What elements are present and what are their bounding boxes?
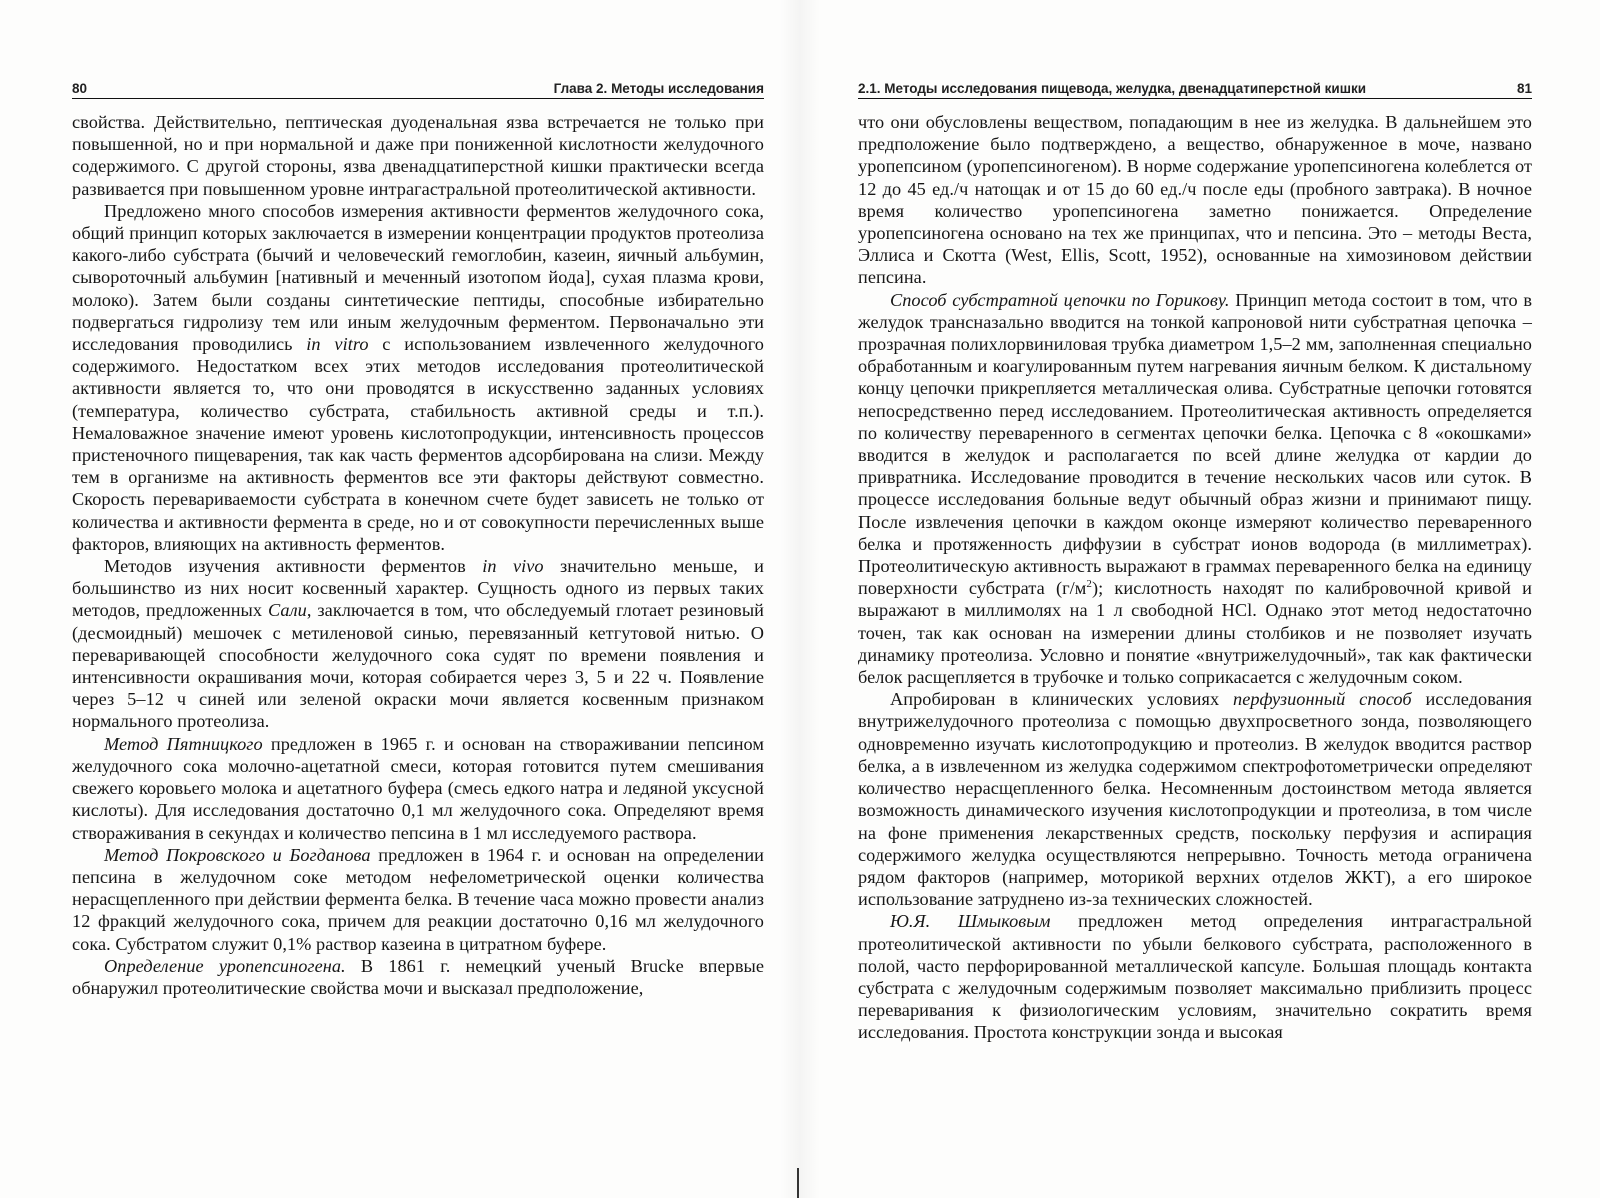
paragraph xyxy=(72,733,764,844)
paragraph-text: свойства. Действительно, пептическая дуоденальная язва встречается не только при повышенной, но и при нормальной и даже при пониженной кислотности желудочного содержимого. С другой стороны, язва двенадцатиперстной кишки практически всегда развивается при повышенном уровне интрагастральной протеолитической активности. xyxy=(72,112,764,199)
paragraph-text: значительно меньше, и большинство из них носит косвенный характер. Сущность одного из первых таких методов, предложенных xyxy=(72,556,765,621)
paragraph-text: с использованием извлеченного желудочного содержимого. Недостатком всех этих методов исследования протеолитической активности является то, что они проводятся в искусственно заданных условиях (температура, количество субстрата, стабильность активной среды и т.п.). Немаловажное значение имеют уровень кислотопродукции, интенсивность процессов пристеночного пищеварения, так как часть ферментов адсорбирована на слизи. Между тем в организме на активность ферментов все эти факторы действуют совместно. Скорость перевариваемости субстрата в конечном счете будет зависеть не только от количества и активности фермента в среде, но и от совокупности перечисленных выше факторов, влияющих на активность ферментов. xyxy=(72,334,764,554)
right-body-text xyxy=(858,111,1532,1044)
paragraph-text: Предложено много способов измерения активности ферментов желудочного сока, общий принцип которых заключается в измерении концентрации продуктов протеолиза какого-либо субстрата (бычий и человеческий гемоглобин, казеин, яичный альбумин, сывороточный альбумин [нативный и меченный изотопом йода], сухая плазма крови, молоко). Затем были созданы синтетические пептиды, способные избирательно подвергаться гидролизу тем или иным желудочным ферментом. Первоначально эти исследования проводились xyxy=(72,200,764,355)
paragraph xyxy=(858,910,1532,1043)
left-running-head xyxy=(72,78,764,99)
left-page xyxy=(72,78,764,999)
italic-text: Сали xyxy=(268,600,307,621)
paragraph-text: предложен в 1964 г. и основан на определении пепсина в желудочном соке методом нефелометрической оценки количества нерасщепленного при действии фермента белка. В течение часа можно провести анализ 12 фракций желудочного сока, причем для реакции достаточно 0,16 мл желудочного сока. Субстратом служит 0,1% раствор казеина в цитратном буфере. xyxy=(72,844,764,954)
paragraph-text: предложен метод определения интрагастральной протеолитической активности по убыли белкового субстрата, расположенного в полой, часто перфорированной металлической капсуле. Большая площадь контакта субстрата с желудочным содержимым позволяет максимально приблизить процесс переваривания к физиологическим условиям, значительно сократить время исследования. Простота конструкции зонда и высокая xyxy=(858,911,1532,1043)
left-running-title: Глава 2. Методы исследования xyxy=(553,81,764,96)
paragraph-text: что они обусловлены веществом, попадающим в нее из желудка. В дальнейшем это предположение было подтверждено, а вещество, обнаруженное в моче, названо уропепсином (уропепсиногеном). В норме содержание уропепсиногена колеблется от 12 до 45 ед./ч натощак и от 15 до 60 ед./ч после еды (пробного завтрака). В ночное время количество уропепсиногена заметно понижается. Определение уропепсиногена основано на тех же принципах, что и пепсина. Это – методы Веста, Эллиса и Скотта (West, Ellis, Scott, 1952), основанные на химозиновом действии пепсина. xyxy=(858,112,1532,288)
paragraph xyxy=(858,688,1532,910)
italic-text: Ю.Я. Шмыковым xyxy=(890,911,1051,932)
paragraph xyxy=(72,111,764,200)
paragraph-text: Методов изучения активности ферментов xyxy=(104,556,483,577)
paragraph-text: В 1861 г. немецкий ученый Brucke впервые обнаружил протеолитические свойства мочи и высказал предположение, xyxy=(72,955,764,998)
paragraph xyxy=(858,289,1532,689)
paragraph xyxy=(72,844,764,955)
paragraph xyxy=(72,555,764,733)
book-gutter xyxy=(780,0,820,1198)
left-body-text xyxy=(72,111,764,999)
italic-text: in vitro xyxy=(306,334,369,355)
superscript-text: 2 xyxy=(1086,578,1092,591)
right-running-head xyxy=(858,78,1532,99)
paragraph xyxy=(72,200,764,555)
paragraph-text: исследования внутрижелудочного протеолиза с помощью двухпросветного зонда, позволяющего одновременно изучать кислотопродукцию и протеолиз. В желудок вводится раствор белка, а в извлеченном из желудка содержимом спектрофотометрически определяют количество нерасщепленного белка. Несомненным достоинством метода является возможность динамического изучения кислотопродукции и протеолиза, в том числе на фоне применения лекарственных средств, поскольку перфузия и аспирация содержимого желудка осуществляются непрерывно. Точность метода ограничена рядом факторов (например, моторикой верхних отделов ЖКТ), а его широкое использование затруднено из-за технических сложностей. xyxy=(858,689,1532,910)
italic-text: Способ субстратной цепочки по Горикову. xyxy=(890,289,1230,310)
italic-text: Метод Покровского и Богданова xyxy=(104,844,371,865)
paragraph xyxy=(72,955,764,999)
binding-mark xyxy=(797,1168,799,1198)
italic-text: Определение уропепсиногена. xyxy=(104,955,346,976)
paragraph-text: Принцип метода состоит в том, что в желудок трансназально вводится на тонкой капроновой нити субстратная цепочка – прозрачная полихлорвиниловая трубка диаметром 1,5–2 мм, заполненная специально обработанным и коагулированным путем нагревания яичным белком. К дистальному концу цепочки прикрепляется металлическая олива. Субстратные цепочки готовятся непосредственно перед исследованием. Протеолитическая активность определяется по количеству переваренного в сегментах цепочки белка. Цепочка с 8 «окошками» вводится в желудок и располагается по всей длине желудка от кардии до привратника. Исследование проводится в течение нескольких часов или суток. В процессе исследования больные ведут обычный образ жизни и принимают пищу. После извлечения цепочки в каждом оконце измеряют количество переваренного белка и протяженность диффузии в субстрат ионов водорода (в миллиметрах). Протеолитическую активность выражают в граммах переваренного белка на единицу поверхности субстрата (г/м xyxy=(858,289,1532,599)
right-page xyxy=(858,78,1532,1044)
paragraph-text: ); кислотность находят по калибровочной кривой и выражают в миллимолях на 1 л свободной HCl. Однако этот метод недостаточно точен, так как основан на измерении длины столбиков и не позволяет изучать динамику протеолиза. Условно и понятие «внутрижелудочный», так как фактически белок расщепляется в трубочке и только соприкасается с желудочным соком. xyxy=(858,578,1532,688)
left-page-number: 80 xyxy=(72,81,88,96)
italic-text: in vivo xyxy=(482,556,544,577)
paragraph-text: предложен в 1965 г. и основан на створаживании пепсином желудочного сока молочно-ацетатной смеси, которая готовится путем смешивания свежего коровьего молока и ацетатного буфера (смесь едкого натра и ледяной уксусной кислоты). Для исследования достаточно 0,1 мл желудочного сока. Определяют время створаживания в секундах и количество пепсина в 1 мл исследуемого раствора. xyxy=(72,733,764,843)
right-running-title: 2.1. Методы исследования пищевода, желудка, двенадцатиперстной кишки xyxy=(858,81,1367,96)
right-page-number: 81 xyxy=(1516,81,1532,96)
paragraph xyxy=(858,111,1532,289)
italic-text: перфузионный способ xyxy=(1233,689,1412,710)
italic-text: Метод Пятницкого xyxy=(104,733,263,754)
paragraph-text: , заключается в том, что обследуемый глотает резиновый (десмоидный) мешочек с метиленовой синью, перевязанный кетгутовой нитью. О переваривающей способности желудочного сока судят по времени появления и интенсивности окрашивания мочи, которая собирается через 3, 5 и 22 ч. Появление через 5–12 ч синей или зеленой окраски мочи является косвенным признаком нормального протеолиза. xyxy=(72,600,764,732)
paragraph-text: Апробирован в клинических условиях xyxy=(890,689,1233,710)
